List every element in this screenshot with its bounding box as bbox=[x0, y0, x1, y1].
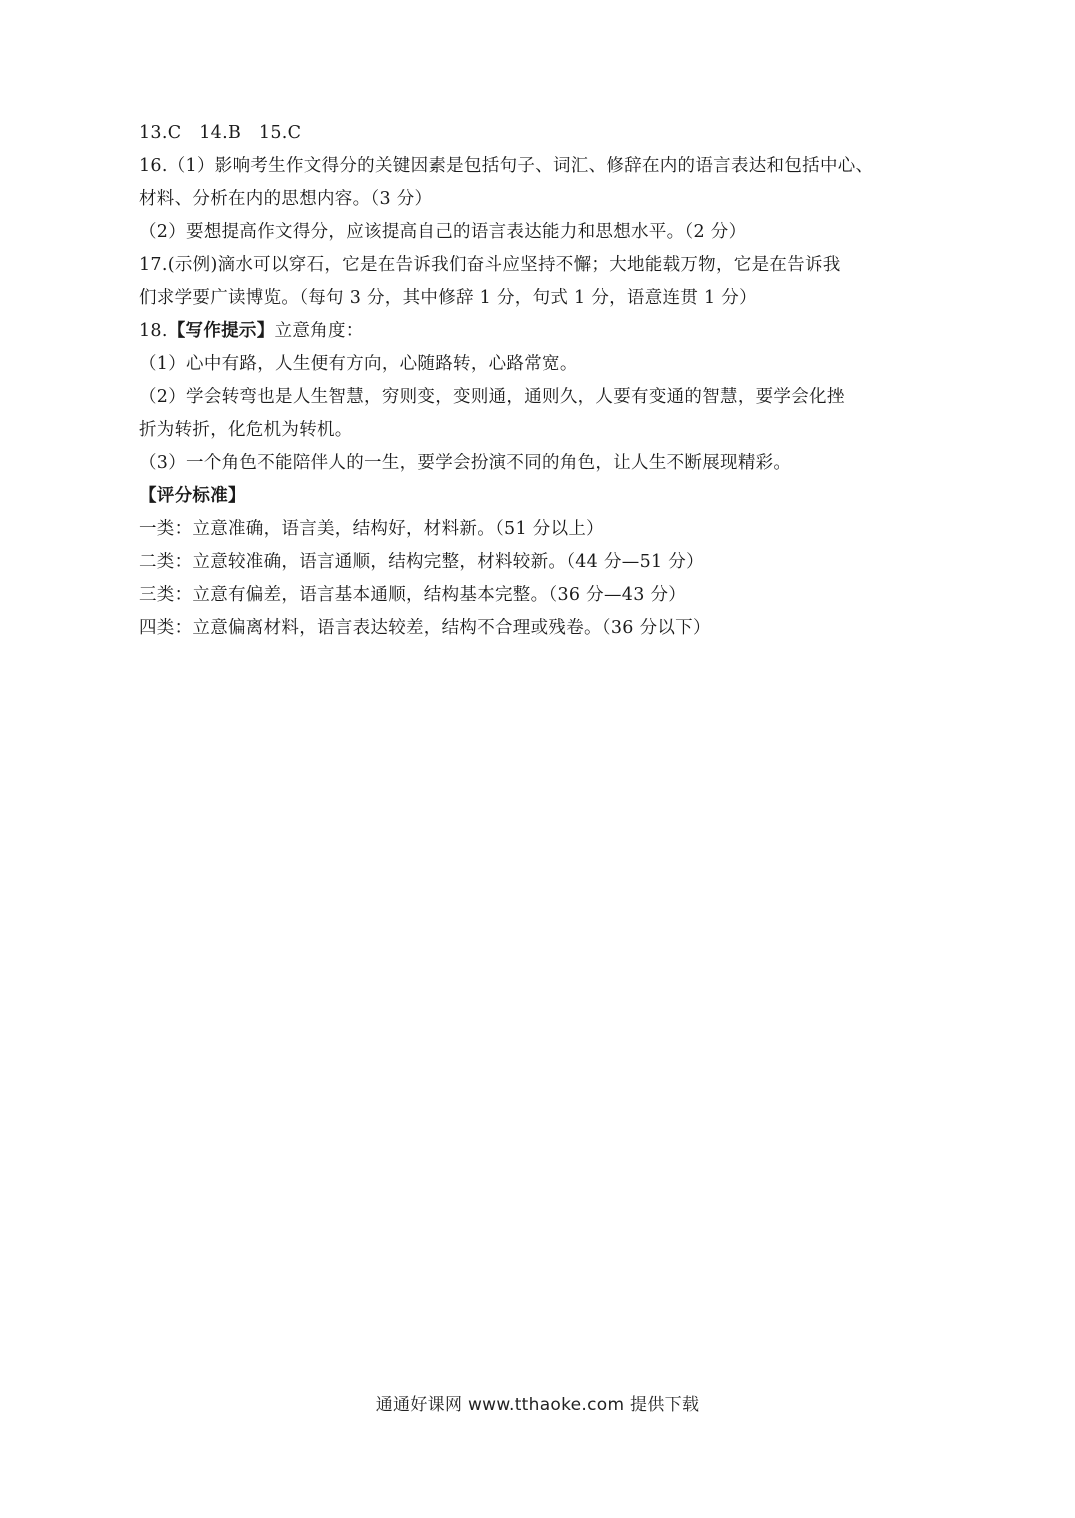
text-line bbox=[139, 216, 939, 249]
text-segment: 一类：立意准确，语言美，结构好，材料新。（51 分以上） bbox=[139, 519, 604, 539]
text-segment: （3）一个角色不能陪伴人的一生，要学会扮演不同的角色，让人生不断展现精彩。 bbox=[139, 453, 792, 473]
text-line bbox=[139, 480, 939, 513]
text-segment: 二类：立意较准确，语言通顺，结构完整，材料较新。（44 分—51 分） bbox=[139, 552, 704, 572]
text-line bbox=[139, 117, 939, 150]
text-line bbox=[139, 282, 939, 315]
text-segment: 立意角度： bbox=[274, 321, 364, 341]
text-segment: 17.(示例)滴水可以穿石，它是在告诉我们奋斗应坚持不懈；大地能载万物，它是在告诉我 bbox=[139, 255, 841, 275]
text-segment: 们求学要广读博览。（每句 3 分，其中修辞 1 分，句式 1 分，语意连贯 1 分） bbox=[139, 288, 757, 308]
text-segment: （2）要想提高作文得分，应该提高自己的语言表达能力和思想水平。（2 分） bbox=[139, 222, 747, 242]
answer-key-body bbox=[139, 117, 939, 645]
text-segment: 三类：立意有偏差，语言基本通顺，结构基本完整。（36 分—43 分） bbox=[139, 585, 687, 605]
text-line bbox=[139, 546, 939, 579]
text-line bbox=[139, 249, 939, 282]
footer-download-note: 通通好课网 www.tthaoke.com 提供下载 bbox=[375, 1395, 700, 1415]
text-segment: 材料、分析在内的思想内容。（3 分） bbox=[139, 189, 433, 209]
text-segment: 折为转折，化危机为转机。 bbox=[139, 420, 353, 440]
text-line bbox=[139, 414, 939, 447]
text-line bbox=[139, 447, 939, 480]
text-segment: （2）学会转弯也是人生智慧，穷则变，变则通，通则久，人要有变通的智慧，要学会化挫 bbox=[139, 387, 845, 407]
text-line bbox=[139, 183, 939, 216]
bold-heading-segment: 【评分标准】 bbox=[139, 486, 246, 506]
text-line bbox=[139, 513, 939, 546]
text-segment: 16.（1）影响考生作文得分的关键因素是包括句子、词汇、修辞在内的语言表达和包括中心、 bbox=[139, 156, 874, 176]
text-segment: （1）心中有路，人生便有方向，心随路转，心路常宽。 bbox=[139, 354, 578, 374]
text-line bbox=[139, 381, 939, 414]
text-line bbox=[139, 348, 939, 381]
text-line bbox=[139, 150, 939, 183]
bold-heading-segment: 【写作提示】 bbox=[167, 321, 275, 341]
text-segment: 13.C 14.B 15.C bbox=[139, 123, 302, 143]
text-line bbox=[139, 612, 939, 645]
text-line bbox=[139, 579, 939, 612]
text-line bbox=[139, 315, 939, 348]
text-segment: 18. bbox=[139, 321, 168, 341]
text-segment: 四类：立意偏离材料，语言表达较差，结构不合理或残卷。（36 分以下） bbox=[139, 618, 711, 638]
